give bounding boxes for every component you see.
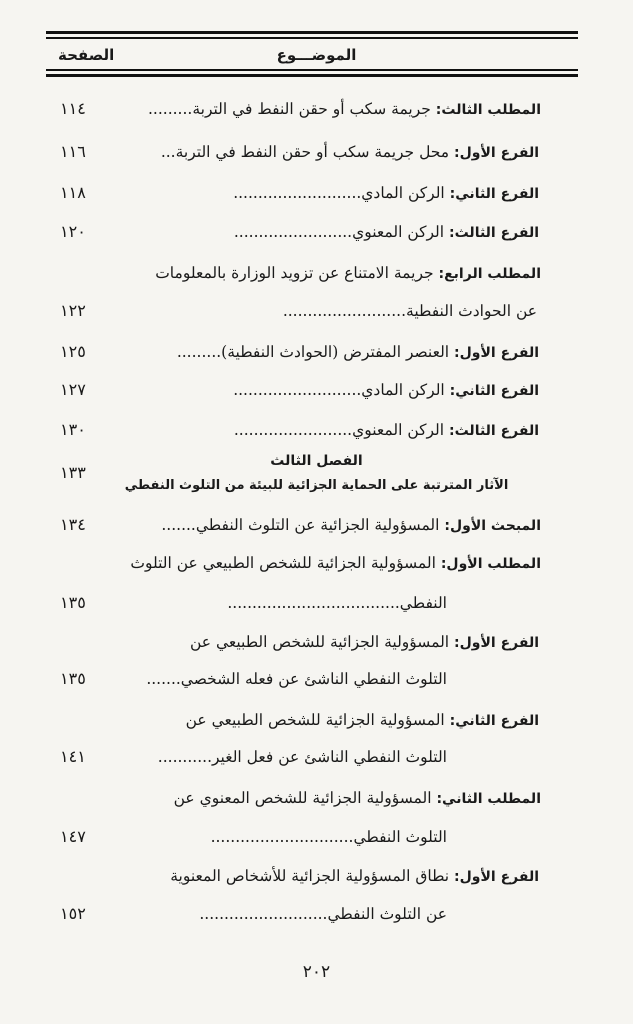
toc-entry	[0, 548, 633, 578]
entry-page: ١٤١	[60, 747, 86, 766]
entry-page: ١٢٧	[60, 380, 86, 399]
entry-label: المطلب الأول:	[440, 556, 541, 572]
toc-entry	[0, 588, 633, 618]
entry-text: الركن المادي..........................	[233, 381, 450, 399]
entry-text: المسؤولية الجزائية للشخص المعنوي عن	[173, 789, 437, 807]
entry-label: المطلب الثالث:	[435, 102, 541, 118]
toc-entry	[0, 137, 633, 167]
entry-text: التلوث النفطي الناشئ عن فعل الغير...........	[157, 748, 447, 766]
toc-entry	[0, 415, 633, 445]
toc-entry	[0, 258, 633, 288]
entry-label: المطلب الثاني:	[436, 791, 541, 807]
entry-label: المبحث الأول:	[444, 518, 541, 534]
entry-label: المطلب الرابع:	[438, 266, 541, 282]
entry-text: نطاق المسؤولية الجزائية للأشخاص المعنوية	[170, 867, 455, 885]
toc-entry	[0, 375, 633, 405]
entry-page: ١٤٧	[60, 827, 86, 846]
entry-label: الفرع الثاني:	[449, 713, 539, 729]
toc-entry	[0, 296, 633, 326]
entry-text: جريمة سكب أو حقن النفط في التربة.........	[147, 100, 436, 118]
chapter-title: الفصل الثالث	[270, 453, 363, 469]
entry-text: التلوث النفطي.............................	[210, 828, 447, 846]
entry-text: النفطي...................................	[227, 594, 447, 612]
entry-label: الفرع الأول:	[454, 345, 539, 361]
toc-entry	[0, 178, 633, 208]
header-page: الصفحة	[58, 46, 115, 64]
entry-page: ١٣٥	[60, 669, 86, 688]
toc-entry	[0, 627, 633, 657]
entry-text: محل جريمة سكب أو حقن النفط في التربة...	[160, 143, 455, 161]
entry-label: الفرع الأول:	[454, 869, 539, 885]
entry-text: الركن المادي..........................	[233, 184, 450, 202]
entry-label: الفرع الثاني:	[449, 186, 539, 202]
entry-page: ١١٤	[60, 99, 86, 118]
toc-entry	[0, 510, 633, 540]
entry-page: ١١٦	[60, 142, 86, 161]
header-rule-bottom-1	[46, 69, 578, 71]
chapter-subtitle: الآثار المترتبة على الحماية الجزائية للبيئة من التلوث النفطي	[124, 478, 509, 493]
entry-text: عن التلوث النفطي..........................	[199, 905, 447, 923]
toc-entry	[0, 94, 633, 124]
entry-page: ١٣٠	[60, 420, 86, 439]
entry-text: عن الحوادث النفطية.........................	[282, 302, 537, 320]
entry-page: ١٣٤	[60, 515, 86, 534]
entry-label: الفرع الثالث:	[449, 423, 539, 439]
toc-entry	[0, 899, 633, 929]
entry-label: الفرع الأول:	[454, 145, 539, 161]
toc-entry	[0, 705, 633, 735]
entry-text: العنصر المفترض (الحوادث النفطية).........	[176, 343, 455, 361]
header-rule-top-1	[46, 31, 578, 34]
page-number: ٢٠٢	[302, 962, 331, 982]
toc-entry	[0, 337, 633, 367]
entry-label: الفرع الثالث:	[449, 225, 539, 241]
entry-page: ١١٨	[60, 183, 86, 202]
toc-entry	[0, 861, 633, 891]
entry-text: المسؤولية الجزائية للشخص الطبيعي عن التلوث	[130, 554, 441, 572]
header-rule-top-2	[46, 37, 578, 39]
entry-text: المسؤولية الجزائية عن التلوث النفطي.......	[161, 516, 445, 534]
entry-page: ١٢٥	[60, 342, 86, 361]
entry-page: ١٥٢	[60, 904, 86, 923]
chapter-page: ١٣٣	[60, 463, 86, 482]
header-rule-bottom-2	[46, 74, 578, 77]
entry-text: الركن المعنوي........................	[233, 421, 450, 439]
toc-entry	[0, 217, 633, 247]
entry-page: ١٣٥	[60, 593, 86, 612]
header-topic: الموضـــوع	[276, 46, 357, 64]
entry-label: الفرع الثاني:	[449, 383, 539, 399]
entry-page: ١٢٠	[60, 222, 86, 241]
entry-text: المسؤولية الجزائية للشخص الطبيعي عن	[185, 711, 450, 729]
entry-label: الفرع الأول:	[454, 635, 539, 651]
toc-entry	[0, 822, 633, 852]
entry-page: ١٢٢	[60, 301, 86, 320]
toc-entry	[0, 783, 633, 813]
entry-text: التلوث النفطي الناشئ عن فعله الشخصي.......	[146, 670, 447, 688]
toc-entry	[0, 664, 633, 694]
entry-text: جريمة الامتناع عن تزويد الوزارة بالمعلومات	[155, 264, 439, 282]
entry-text: المسؤولية الجزائية للشخص الطبيعي عن	[189, 633, 455, 651]
entry-text: الركن المعنوي........................	[233, 223, 450, 241]
toc-entry	[0, 742, 633, 772]
